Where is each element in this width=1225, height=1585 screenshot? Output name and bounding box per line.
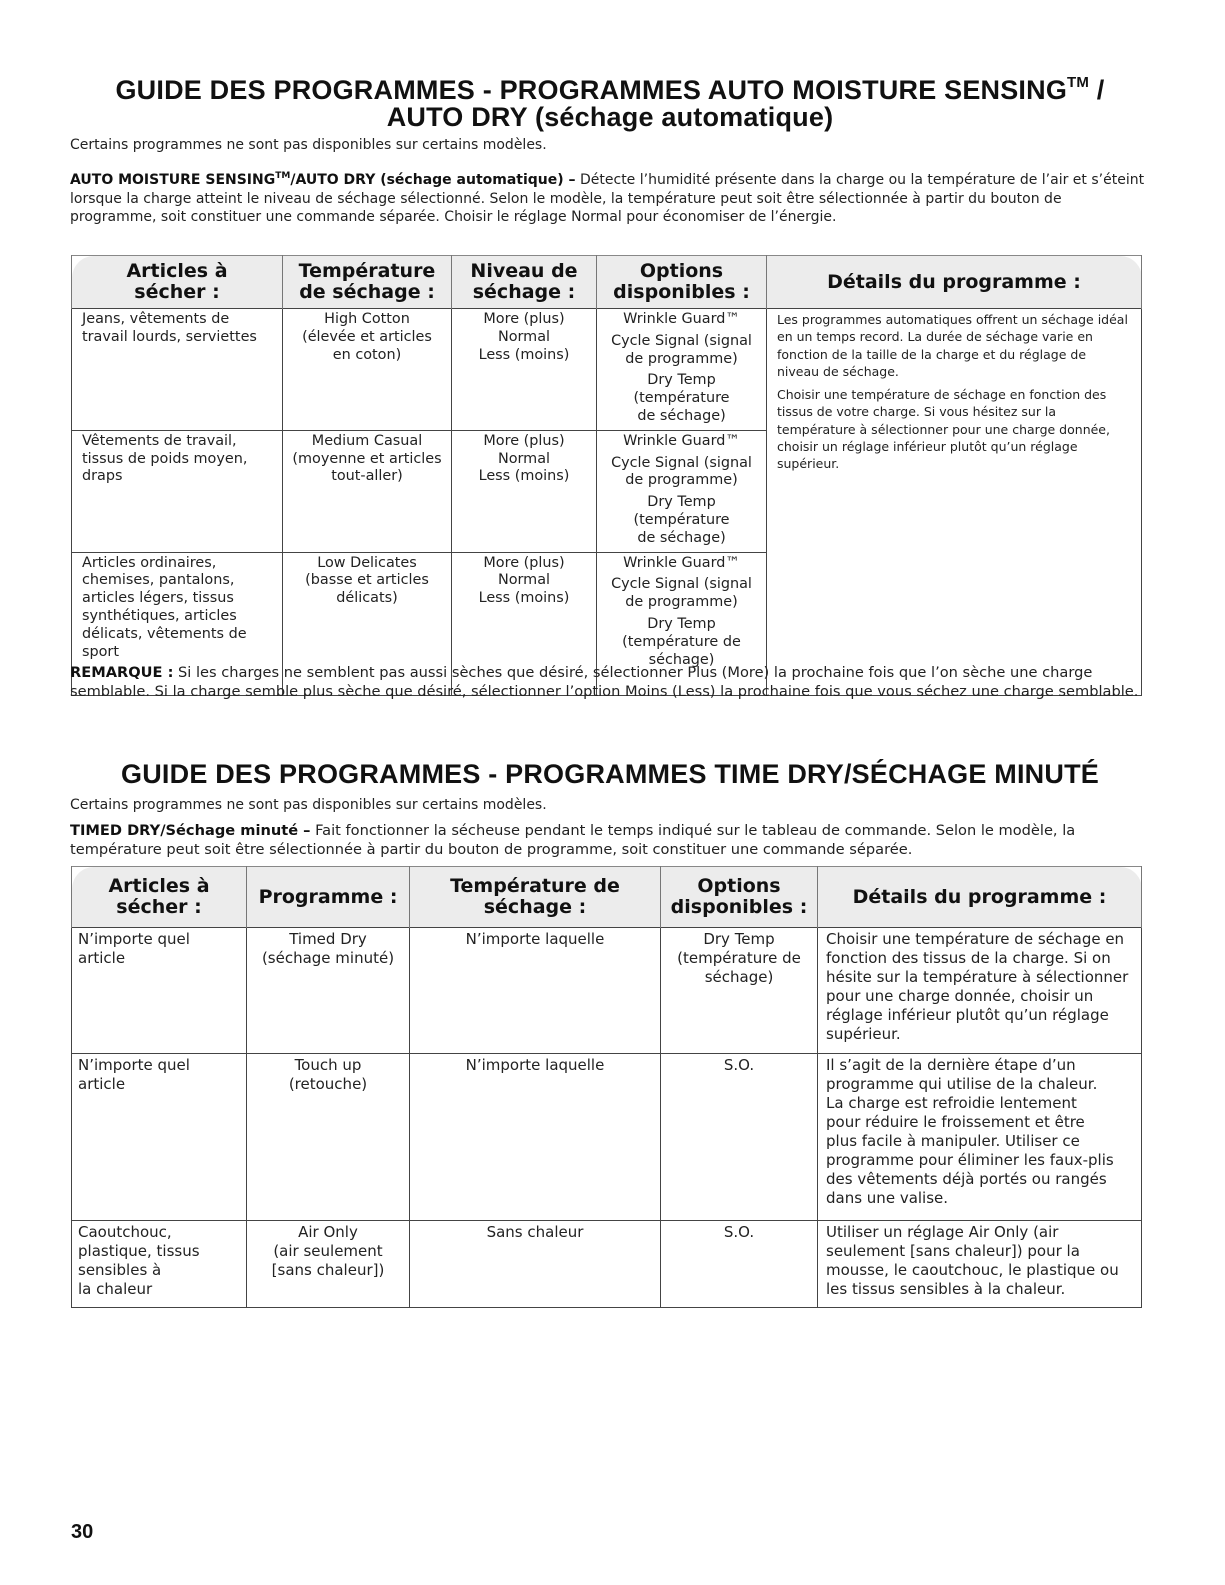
details-line: mousse, le caoutchouc, le plastique ou <box>826 1261 1119 1279</box>
level-line: Normal <box>497 572 551 589</box>
temperature-cell <box>283 430 452 552</box>
articles-line: tissus de poids moyen, <box>82 450 248 467</box>
section2-intro-text: Fait fonctionner la sécheuse pendant le temps indiqué sur le tableau de commande. Selon le modèle, la température peut soit être sélectionnée à partir du bouton de programme, soit constituer une commande séparée. <box>70 822 1076 858</box>
articles-line: Articles ordinaires, <box>82 554 217 571</box>
program-cell <box>247 1221 410 1308</box>
column-header-line: séchage : <box>483 896 587 918</box>
option-line: Dry Temp <box>647 615 716 632</box>
temperature-cell <box>410 1221 661 1308</box>
column-header-line: Température <box>298 260 436 282</box>
details-line: pour réduire le froissement et être <box>826 1113 1085 1131</box>
column-header <box>818 867 1142 928</box>
temperature-line: (basse et articles <box>305 572 429 589</box>
auto-dry-table-body <box>72 309 1142 696</box>
details-line: des vêtements déjà portés ou rangés <box>826 1170 1107 1188</box>
articles-cell <box>72 928 247 1054</box>
options-cell <box>661 1054 818 1221</box>
level-line: Normal <box>497 450 551 467</box>
title-slash: / <box>1089 75 1105 105</box>
articles-cell <box>72 1221 247 1308</box>
table-row <box>72 1221 1142 1308</box>
page-number: 30 <box>71 1521 94 1543</box>
program-details-cell <box>818 1054 1142 1221</box>
column-header-line: Programme : <box>258 885 398 908</box>
note-label: REMARQUE : <box>70 664 174 681</box>
options-cell <box>661 1221 818 1308</box>
section1-intro-heading-a: AUTO MOISTURE SENSING <box>70 172 276 188</box>
level-cell <box>452 309 597 431</box>
section1-intro-text: Détecte l’humidité présente dans la charge ou la température de l’air et s’éteint lorsque la charge atteint le niveau de séchage sélectionné. Selon le modèle, la température peut soit être sélectionnée à partir du bouton de programme, soit constituer une commande séparée. Choisir le réglage Normal pour économiser de l’énergie. <box>70 172 1145 226</box>
details-paragraph: Choisir une température de séchage en fonction des tissus de votre charge. Si vous hésitez sur la température à sélectionner pour une charge donnée, choisir un réglage inférieur plutôt qu’un réglage supérieur. <box>777 387 1110 472</box>
temperature-line: en coton) <box>332 346 402 363</box>
articles-line: la chaleur <box>78 1280 153 1298</box>
column-header <box>72 256 283 309</box>
details-paragraph: Les programmes automatiques offrent un séchage idéal en un temps record. La durée de séchage varie en fonction de la taille de la charge et du réglage de niveau de séchage. <box>777 312 1128 379</box>
column-header-line: Articles à <box>108 875 210 897</box>
program-line: (séchage minuté) <box>261 949 395 967</box>
column-header-line: Température de <box>450 875 620 897</box>
column-header-line: Détails du programme : <box>852 885 1107 908</box>
options-cell <box>597 430 767 552</box>
program-details-cell <box>818 928 1142 1054</box>
column-header <box>597 256 767 309</box>
program-details-cell <box>767 309 1142 696</box>
temperature-line: Medium Casual <box>311 432 423 449</box>
section1-availability-note: Certains programmes ne sont pas disponibles sur certains modèles. <box>70 137 547 153</box>
option-line: Dry Temp (température <box>633 372 730 407</box>
articles-line: travail lourds, serviettes <box>82 328 257 345</box>
column-header-line: sécher : <box>116 896 202 918</box>
details-line: plus facile à manipuler. Utiliser ce <box>826 1132 1080 1150</box>
option-line: Dry Temp <box>703 930 775 948</box>
table-row <box>72 928 1142 1054</box>
temperature-line: Sans chaleur <box>486 1223 584 1241</box>
level-line: More (plus) <box>483 554 565 571</box>
program-line: [sans chaleur]) <box>271 1261 385 1279</box>
options-cell <box>661 928 818 1054</box>
program-line: Air Only <box>298 1223 358 1241</box>
temperature-line: (élevée et articles <box>302 328 432 345</box>
details-line: Il s’agit de la dernière étape d’un <box>826 1056 1076 1074</box>
details-line: La charge est refroidie lentement <box>826 1094 1077 1112</box>
temperature-line: N’importe laquelle <box>465 930 605 948</box>
time-dry-table-header <box>72 867 1142 928</box>
option-line: S.O. <box>723 1223 755 1241</box>
details-line: pour une charge donnée, choisir un <box>826 987 1094 1005</box>
articles-cell <box>72 430 283 552</box>
program-line: Touch up <box>294 1056 362 1074</box>
option-line: Cycle Signal (signal <box>611 332 752 349</box>
articles-line: article <box>78 1075 126 1093</box>
details-line: dans une valise. <box>826 1189 949 1207</box>
option-line: Dry Temp (température <box>633 494 730 528</box>
column-header <box>283 256 452 309</box>
column-header <box>247 867 410 928</box>
articles-line: délicats, vêtements de <box>82 625 247 642</box>
option-line: Cycle Signal (signal <box>611 576 752 593</box>
details-line: programme qui utilise de la chaleur. <box>826 1075 1098 1093</box>
section2-intro <box>70 822 1150 859</box>
articles-line: draps <box>82 468 123 485</box>
articles-line: N’importe quel <box>78 1056 190 1074</box>
option-line: de séchage) <box>637 407 726 424</box>
temperature-line: N’importe laquelle <box>465 1056 605 1074</box>
details-line: Utiliser un réglage Air Only (air <box>826 1223 1059 1241</box>
auto-dry-table-header <box>72 256 1142 309</box>
option-line: (température de <box>677 949 801 967</box>
articles-line: Caoutchouc, <box>78 1223 172 1241</box>
details-line: les tissus sensibles à la chaleur. <box>826 1280 1066 1298</box>
program-line: (air seulement <box>273 1242 383 1260</box>
articles-line: chemises, pantalons, <box>82 572 235 589</box>
option-line: Cycle Signal (signal <box>611 454 752 471</box>
section1-intro <box>70 167 1150 227</box>
articles-line: articles légers, tissus <box>82 590 234 607</box>
note-text: Si les charges ne semblent pas aussi sèches que désiré, sélectionner Plus (More) la prochaine fois que l’on sèche une charge semblable. Si la charge semble plus sèche que désiré, sélectionner l’option Moins (Less) la prochaine fois que vous séchez une charge semblable. <box>70 664 1139 700</box>
table-row <box>72 1054 1142 1221</box>
articles-cell <box>72 1054 247 1221</box>
level-line: Less (moins) <box>478 468 570 485</box>
column-header-line: Articles à <box>126 260 228 282</box>
level-line: Less (moins) <box>478 346 570 363</box>
auto-dry-table <box>71 255 1142 696</box>
option-line: de programme) <box>625 350 738 367</box>
option-line: de programme) <box>625 472 738 489</box>
details-line: hésite sur la température à sélectionner <box>826 968 1129 986</box>
option-line: (température de <box>622 633 741 650</box>
section2-availability-note: Certains programmes ne sont pas disponibles sur certains modèles. <box>70 797 547 813</box>
column-header-line: de séchage : <box>299 281 435 303</box>
level-line: Less (moins) <box>478 590 570 607</box>
temperature-line: Low Delicates <box>317 554 417 571</box>
program-details-cell <box>818 1221 1142 1308</box>
articles-line: Vêtements de travail, <box>82 432 237 449</box>
section2-title: GUIDE DES PROGRAMMES - PROGRAMMES TIME DRY/SÉCHAGE MINUTÉ <box>121 759 1099 789</box>
articles-line: synthétiques, articles <box>82 607 237 624</box>
column-header-line: Niveau de <box>470 260 578 282</box>
column-header-line: Options <box>697 875 781 897</box>
option-line: de programme) <box>625 594 738 611</box>
articles-line: plastique, tissus <box>78 1242 200 1260</box>
details-line: seulement [sans chaleur]) pour la <box>826 1242 1080 1260</box>
column-header-line: Options <box>639 260 724 282</box>
details-line: réglage inférieur plutôt qu’un réglage <box>826 1006 1109 1024</box>
section1-note <box>70 664 1150 701</box>
time-dry-table-body <box>72 928 1142 1308</box>
details-line: fonction des tissus de la charge. Si on <box>826 949 1111 967</box>
articles-line: sensibles à <box>78 1261 162 1279</box>
details-line: Choisir une température de séchage en <box>826 930 1125 948</box>
articles-line: Jeans, vêtements de <box>82 311 230 327</box>
temperature-line: High Cotton <box>324 311 410 327</box>
temperature-cell <box>283 309 452 431</box>
column-header <box>452 256 597 309</box>
section1-intro-tm: TM <box>275 171 291 181</box>
temperature-line: tout-aller) <box>331 468 403 485</box>
trademark-mark: TM <box>1067 74 1090 91</box>
column-header-line: séchage : <box>472 281 576 303</box>
temperature-line: délicats) <box>336 590 398 607</box>
option-line: Wrinkle Guard™ <box>623 432 740 449</box>
program-line: (retouche) <box>288 1075 368 1093</box>
column-header <box>410 867 661 928</box>
section2-intro-heading: TIMED DRY/Séchage minuté – <box>70 822 311 839</box>
column-header-line: disponibles : <box>670 896 808 918</box>
temperature-cell <box>410 928 661 1054</box>
column-header-line: Détails du programme : <box>827 270 1081 293</box>
table-row <box>72 309 1142 431</box>
column-header-line: sécher : <box>134 281 220 303</box>
section1-intro-heading-b: /AUTO DRY (séchage automatique) – <box>290 172 576 188</box>
articles-line: N’importe quel <box>78 930 190 948</box>
section1-title-line1: GUIDE DES PROGRAMMES - PROGRAMMES AUTO MOISTURE SENSING <box>115 75 1068 105</box>
articles-cell <box>72 309 283 431</box>
program-cell <box>247 1054 410 1221</box>
details-line: supérieur. <box>826 1025 901 1043</box>
articles-line: sport <box>82 643 119 660</box>
column-header <box>661 867 818 928</box>
program-line: Timed Dry <box>289 930 367 948</box>
level-line: More (plus) <box>483 432 565 449</box>
option-line: Wrinkle Guard™ <box>623 311 740 327</box>
temperature-line: (moyenne et articles <box>292 450 442 467</box>
articles-line: article <box>78 949 126 967</box>
option-line: séchage) <box>648 651 715 668</box>
section1-title-line2: AUTO DRY (séchage automatique) <box>386 102 834 132</box>
option-line: Wrinkle Guard™ <box>623 554 740 571</box>
level-line: More (plus) <box>483 311 565 327</box>
option-line: de séchage) <box>637 529 726 546</box>
column-header-line: disponibles : <box>613 281 750 303</box>
level-cell <box>452 430 597 552</box>
options-cell <box>597 309 767 431</box>
column-header <box>767 256 1142 309</box>
level-line: Normal <box>497 328 551 345</box>
option-line: S.O. <box>723 1056 755 1074</box>
temperature-cell <box>410 1054 661 1221</box>
column-header <box>72 867 247 928</box>
time-dry-table <box>71 866 1142 1308</box>
option-line: séchage) <box>704 968 774 986</box>
program-cell <box>247 928 410 1054</box>
details-line: programme pour éliminer les faux-plis <box>826 1151 1114 1169</box>
